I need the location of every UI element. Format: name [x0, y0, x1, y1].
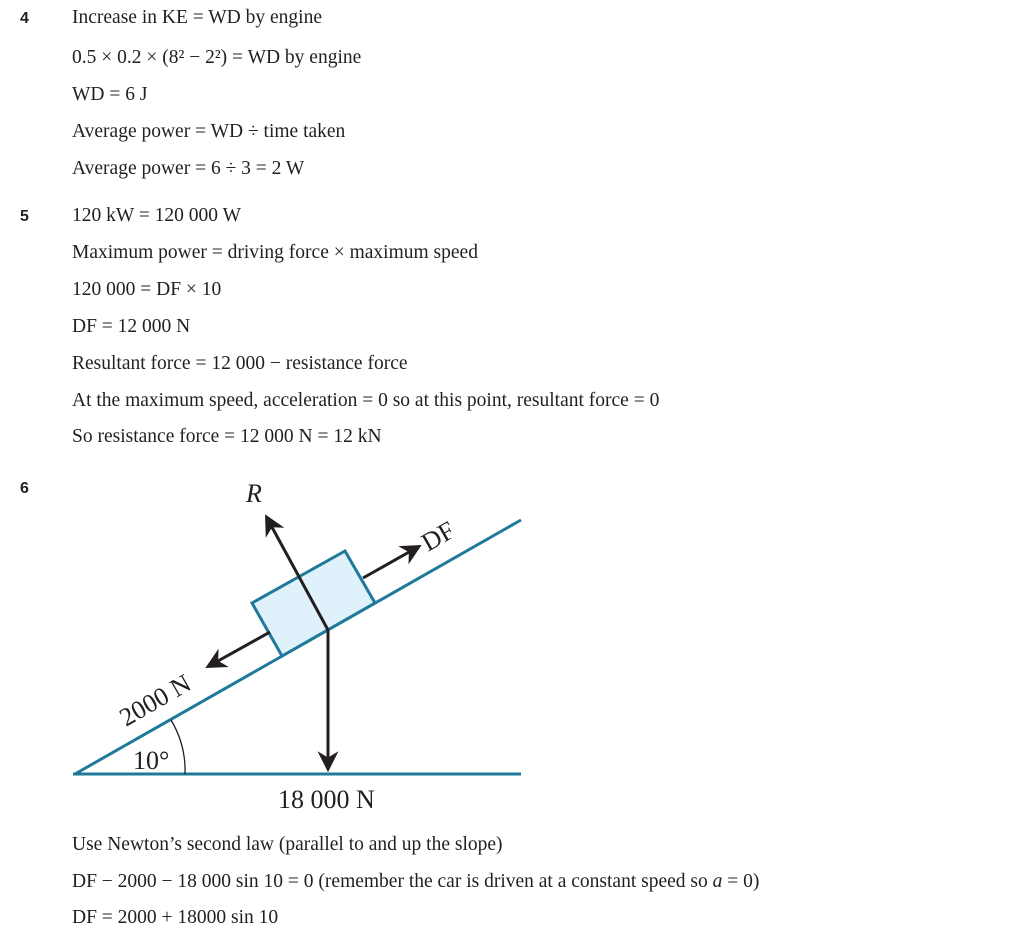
question-number: 6	[20, 480, 29, 497]
question-number: 5	[20, 208, 29, 225]
solution-line: DF = 12 000 N	[72, 316, 191, 337]
label-df: DF	[416, 515, 460, 558]
solution-line: Average power = 6 ÷ 3 = 2 W	[72, 158, 305, 179]
solution-line: So resistance force = 12 000 N = 12 kN	[72, 426, 382, 447]
solution-line: At the maximum speed, acceleration = 0 so at this point, resultant force = 0	[72, 390, 660, 411]
label-angle: 10°	[133, 746, 170, 775]
solution-line: WD = 6 J	[72, 84, 148, 105]
label-r: R	[246, 479, 262, 508]
solution-line: 0.5 × 0.2 × (8² − 2²) = WD by engine	[72, 47, 362, 68]
label-weight: 18 000 N	[278, 785, 375, 814]
solution-line: 120 000 = DF × 10	[72, 279, 222, 300]
solution-line: DF = 2000 + 18000 sin 10	[72, 907, 279, 928]
question-number: 4	[20, 10, 29, 27]
solution-line: Average power = WD ÷ time taken	[72, 121, 346, 142]
solution-line: 120 kW = 120 000 W	[72, 205, 241, 226]
solution-line: Increase in KE = WD by engine	[72, 7, 322, 28]
label-resistance: 2000 N	[114, 668, 196, 733]
solution-line: Maximum power = driving force × maximum speed	[72, 242, 478, 263]
acceleration-variable: a	[712, 871, 723, 892]
solution-line: Use Newton’s second law (parallel to and up the slope)	[72, 834, 503, 855]
resistance-arrow	[209, 632, 270, 666]
equation-text: = 0)	[722, 871, 760, 892]
angle-arc	[171, 720, 185, 774]
driving-force-arrow	[363, 547, 418, 578]
equation-text: DF − 2000 − 18 000 sin 10 = 0 (remember the car is driven at a constant speed so	[72, 871, 713, 892]
solution-line	[72, 871, 759, 893]
solution-line: Resultant force = 12 000 − resistance force	[72, 353, 408, 374]
